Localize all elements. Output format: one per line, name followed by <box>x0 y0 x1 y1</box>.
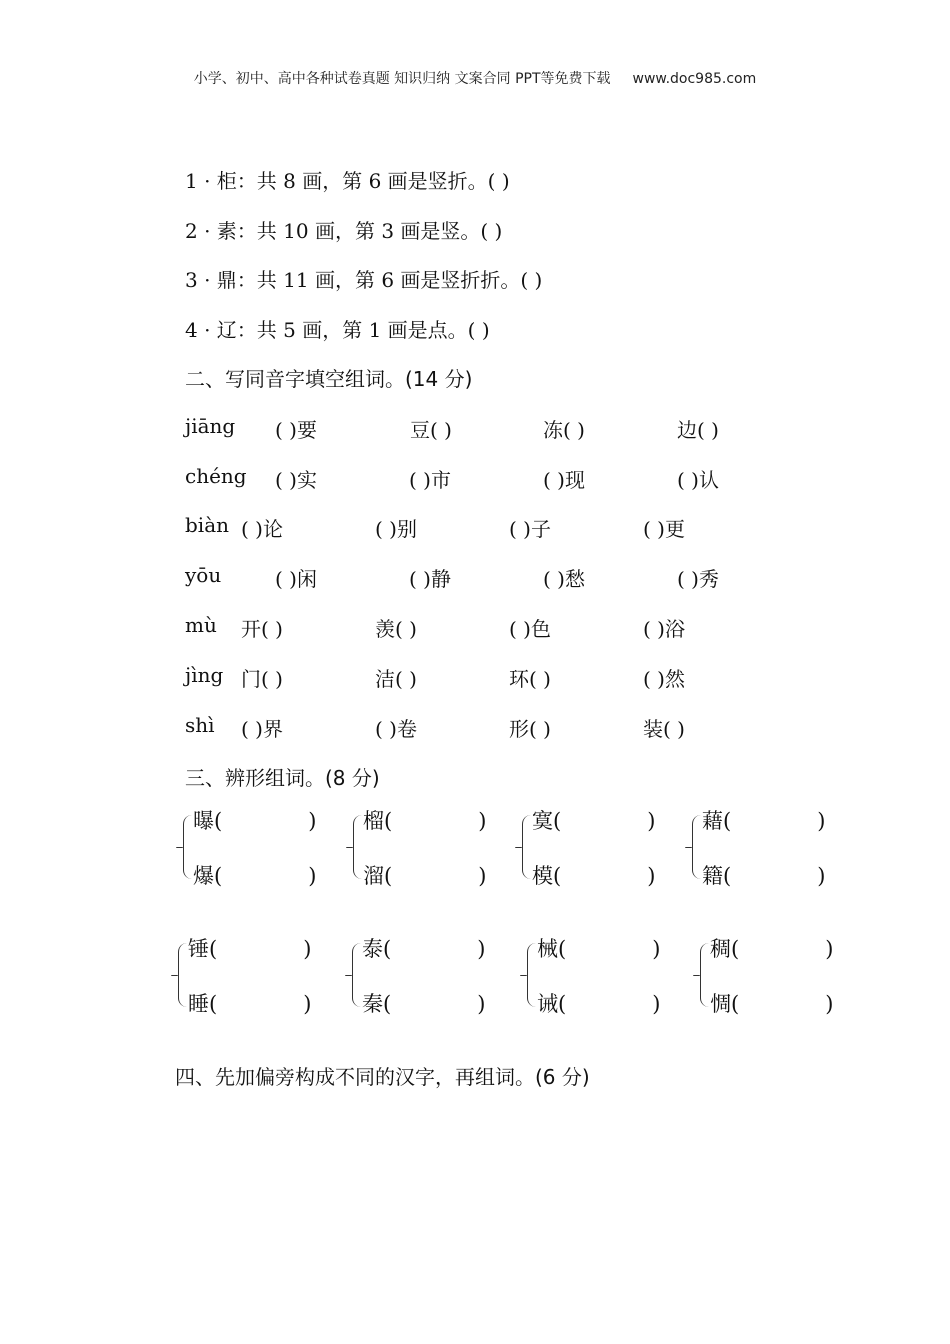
word-group-blank[interactable] <box>702 860 825 890</box>
close-paren: ) <box>825 937 834 961</box>
open-paren: ( <box>558 992 567 1016</box>
open-paren: ( <box>384 809 393 833</box>
word-group-blank[interactable] <box>532 860 655 890</box>
open-paren: ( <box>383 992 392 1016</box>
word-group-blank[interactable] <box>362 988 485 1018</box>
stroke-question-4: 4 · 辽：共 5 画，第 1 画是点。( ) <box>185 318 490 342</box>
word-group-blank[interactable] <box>363 860 486 890</box>
fill-blank-cell[interactable]: 形( ) <box>509 717 551 741</box>
pinyin-label: jìng <box>185 663 224 687</box>
pinyin-label: yōu <box>185 563 222 587</box>
page-header <box>0 68 950 88</box>
open-paren: ( <box>383 937 392 961</box>
brace-icon <box>700 943 710 1007</box>
close-paren: ) <box>817 864 826 888</box>
word-group-blank[interactable] <box>193 805 316 835</box>
character: 溜 <box>363 864 384 888</box>
character: 锤 <box>188 937 209 961</box>
brace-icon <box>522 815 532 879</box>
close-paren: ) <box>478 864 487 888</box>
open-paren: ( <box>723 864 732 888</box>
section4-heading: 四、先加偏旁构成不同的汉字，再组词。(6 分) <box>175 1065 590 1089</box>
section2-heading: 二、写同音字填空组词。(14 分) <box>185 367 473 391</box>
brace-icon <box>178 943 188 1007</box>
fill-blank-cell[interactable]: 装( ) <box>643 717 685 741</box>
pinyin-label: biàn <box>185 513 230 537</box>
close-paren: ) <box>303 937 312 961</box>
fill-blank-cell[interactable]: ( )子 <box>509 517 551 541</box>
fill-blank-cell[interactable]: 洁( ) <box>375 667 417 691</box>
fill-blank-cell[interactable]: ( )然 <box>643 667 685 691</box>
character: 诫 <box>537 992 558 1016</box>
fill-blank-cell[interactable]: 开( ) <box>241 617 283 641</box>
fill-blank-cell[interactable]: ( )秀 <box>677 567 719 591</box>
open-paren: ( <box>214 864 223 888</box>
close-paren: ) <box>303 992 312 1016</box>
fill-blank-cell[interactable]: 环( ) <box>509 667 551 691</box>
word-group-blank[interactable] <box>363 805 486 835</box>
fill-blank-cell[interactable]: ( )浴 <box>643 617 685 641</box>
character: 泰 <box>362 937 383 961</box>
fill-blank-cell[interactable]: ( )现 <box>543 468 585 492</box>
pinyin-label: chéng <box>185 464 247 488</box>
open-paren: ( <box>553 864 562 888</box>
pinyin-label: jiāng <box>185 414 236 438</box>
stroke-question-1: 1 · 柜：共 8 画，第 6 画是竖折。( ) <box>185 169 510 193</box>
brace-icon <box>353 815 363 879</box>
character: 藉 <box>702 809 723 833</box>
word-group-blank[interactable] <box>193 860 316 890</box>
open-paren: ( <box>731 992 740 1016</box>
fill-blank-cell[interactable]: ( )要 <box>275 418 317 442</box>
word-group-blank[interactable] <box>188 988 311 1018</box>
close-paren: ) <box>647 809 656 833</box>
close-paren: ) <box>652 992 661 1016</box>
close-paren: ) <box>477 992 486 1016</box>
fill-blank-cell[interactable]: ( )闲 <box>275 567 317 591</box>
character: 曝 <box>193 809 214 833</box>
fill-blank-cell[interactable]: 门( ) <box>241 667 283 691</box>
stroke-question-3: 3 · 鼎：共 11 画，第 6 画是竖折折。( ) <box>185 268 543 292</box>
brace-icon <box>692 815 702 879</box>
open-paren: ( <box>723 809 732 833</box>
open-paren: ( <box>553 809 562 833</box>
word-group-blank[interactable] <box>710 988 833 1018</box>
section3-heading: 三、辨形组词。(8 分) <box>185 766 380 790</box>
close-paren: ) <box>817 809 826 833</box>
fill-blank-cell[interactable]: ( )色 <box>509 617 551 641</box>
close-paren: ) <box>647 864 656 888</box>
word-group-blank[interactable] <box>537 933 660 963</box>
character: 睡 <box>188 992 209 1016</box>
word-group-blank[interactable] <box>702 805 825 835</box>
character: 榴 <box>363 809 384 833</box>
brace-icon <box>527 943 537 1007</box>
word-group-blank[interactable] <box>532 805 655 835</box>
word-group-blank[interactable] <box>188 933 311 963</box>
fill-blank-cell[interactable]: ( )界 <box>241 717 283 741</box>
open-paren: ( <box>731 937 740 961</box>
fill-blank-cell[interactable]: ( )实 <box>275 468 317 492</box>
character: 械 <box>537 937 558 961</box>
word-group-blank[interactable] <box>537 988 660 1018</box>
stroke-question-2: 2 · 素：共 10 画，第 3 画是竖。( ) <box>185 219 503 243</box>
fill-blank-cell[interactable]: ( )论 <box>241 517 283 541</box>
close-paren: ) <box>308 864 317 888</box>
close-paren: ) <box>478 809 487 833</box>
word-group-blank[interactable] <box>362 933 485 963</box>
open-paren: ( <box>209 992 218 1016</box>
character: 爆 <box>193 864 214 888</box>
open-paren: ( <box>209 937 218 961</box>
fill-blank-cell[interactable]: ( )更 <box>643 517 685 541</box>
pinyin-label: shì <box>185 713 215 737</box>
open-paren: ( <box>214 809 223 833</box>
pinyin-label: mù <box>185 613 217 637</box>
character: 籍 <box>702 864 723 888</box>
fill-blank-cell[interactable]: ( )愁 <box>543 567 585 591</box>
character: 惆 <box>710 992 731 1016</box>
header-text: 小学、初中、高中各种试卷真题 知识归纳 文案合同 PPT等免费下载 <box>193 71 611 87</box>
close-paren: ) <box>652 937 661 961</box>
open-paren: ( <box>384 864 393 888</box>
fill-blank-cell[interactable]: ( )卷 <box>375 717 417 741</box>
character: 稠 <box>710 937 731 961</box>
close-paren: ) <box>825 992 834 1016</box>
open-paren: ( <box>558 937 567 961</box>
brace-icon <box>183 815 193 879</box>
fill-blank-cell[interactable]: ( )市 <box>409 468 451 492</box>
fill-blank-cell[interactable]: ( )别 <box>375 517 417 541</box>
header-url: www.doc985.com <box>632 71 757 87</box>
fill-blank-cell[interactable]: 冻( ) <box>543 418 585 442</box>
fill-blank-cell[interactable]: 边( ) <box>677 418 719 442</box>
character: 秦 <box>362 992 383 1016</box>
fill-blank-cell[interactable]: 羡( ) <box>375 617 417 641</box>
fill-blank-cell[interactable]: 豆( ) <box>410 418 452 442</box>
fill-blank-cell[interactable]: ( )认 <box>677 468 719 492</box>
close-paren: ) <box>308 809 317 833</box>
character: 寞 <box>532 809 553 833</box>
fill-blank-cell[interactable]: ( )静 <box>409 567 451 591</box>
character: 模 <box>532 864 553 888</box>
brace-icon <box>352 943 362 1007</box>
word-group-blank[interactable] <box>710 933 833 963</box>
close-paren: ) <box>477 937 486 961</box>
